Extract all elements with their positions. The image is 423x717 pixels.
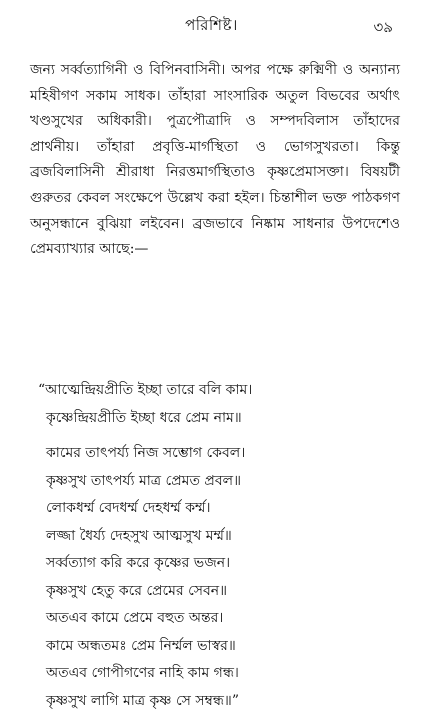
- verse-line: অতএব কামে প্রেমে বহুত অন্তর।: [46, 610, 224, 626]
- verse-line: “আত্মেন্দ্রিয়প্রীতি ইচ্ছা তারে বলি কাম।: [38, 382, 253, 398]
- verse-line: কামের তাৎপর্য্য নিজ সম্ভোগ কেবল।: [46, 445, 246, 461]
- verse-line: অতএব গোপীগণের নাহি কাম গন্ধ।: [46, 665, 239, 681]
- running-head: পরিশিষ্ট।: [185, 16, 238, 34]
- page-header: [0, 14, 423, 40]
- verse-line: কৃষ্ণসুখ তাৎপর্য্য মাত্র প্রেমত প্রবল॥: [46, 472, 241, 489]
- paragraph: জন্য সর্ব্বত্যাগিনী ও বিপিনবাসিনী। অপর পক্ষে রুক্মিণী ও অন্যান্য মহিষীগণ সকাম সাধক। তাঁহারা সাংসারিক অতুল বিভবের অর্থাৎ খণ্ডসুখের অধিকারী। পুত্রপৌত্রাদি ও সম্পদবিলাস তাঁহাদের প্রার্থনীয়। তাঁহারা প্রবৃত্তি-মার্গস্থিতা ও ভোগসুখরতা। কিন্তু ব্রজবিলাসিনী শ্রীরাধা নিরত্তমার্গস্থিতাও কৃষ্ণপ্রেমাসক্তা। বিষয়টী গুরুতর কেবল সংক্ষেপে উল্লেখ করা হইল। চিন্তাশীল ভক্ত পাঠকগণ অনুসন্ধানে বুঝিয়া লইবেন। ব্রজভাবে নিষ্কাম সাধনার উপদেশেও প্রেমব্যাখ্যার আছে:—: [30, 62, 400, 258]
- verse-line: কৃষ্ণেন্দ্রিয়প্রীতি ইচ্ছা ধরে প্রেম নাম॥: [46, 409, 242, 426]
- stanza-gap: [46, 432, 406, 440]
- verse-line: সর্ব্বত্যাগ করি করে কৃষ্ণের ভজন।: [46, 555, 231, 571]
- body-text: [30, 58, 400, 263]
- page-number: ৩৯: [373, 18, 393, 36]
- verse-line: কৃষ্ণসুখ লাগি মাত্র কৃষ্ণ সে সম্বন্ধ॥”: [46, 692, 239, 709]
- verse-line: লজ্জা ধৈর্য্য দেহসুখ আত্মসুখ মর্ম্ম॥: [46, 527, 232, 544]
- verse-line: কৃষ্ণসুখ হেতু করে প্রেমের সেবন॥: [46, 582, 228, 599]
- verse-line: কামে অন্ধতমঃ প্রেম নির্ম্মল ভাস্বর॥: [46, 637, 236, 654]
- verse-block: [38, 377, 406, 715]
- verse-line: লোকধর্ম্ম বেদধর্ম্ম দেহধর্ম্ম কর্ম্ম।: [46, 500, 211, 516]
